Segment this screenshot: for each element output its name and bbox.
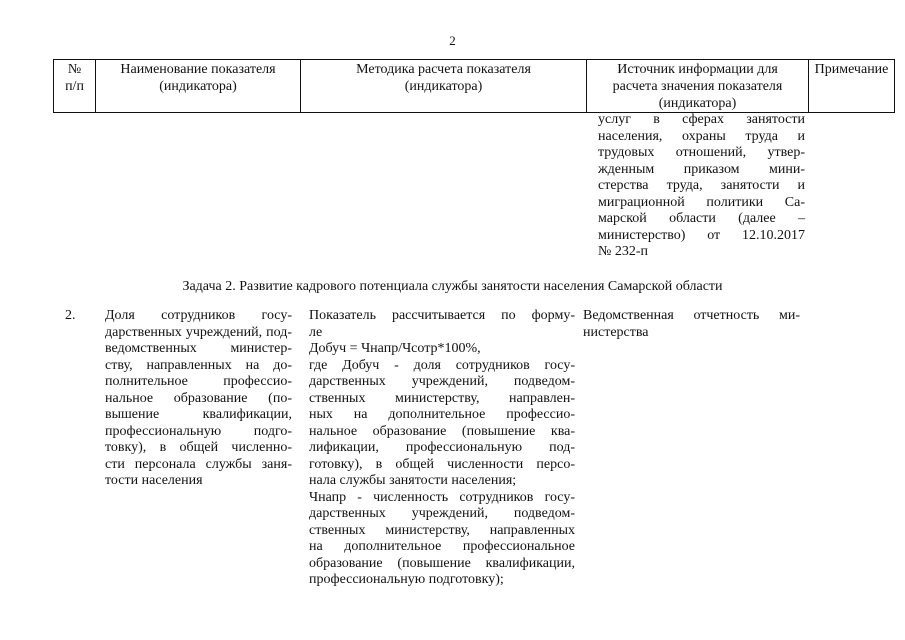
page-number: 2 [449,33,456,48]
header-num-text: № п/п [65,62,84,94]
text-line: дарственных учреждений, подведом- [309,506,575,521]
continued-source-text [598,112,805,261]
header-note [809,60,895,113]
text-line: вышение квалификации, [105,407,292,422]
text-line: готовку), в общей численности персо- [309,456,575,472]
text-line: нистерства [583,324,649,340]
text-line: на дополнительное профессиональное [309,539,575,554]
header-source-text: Источник информации для расчета значения показателя (индикатора) [612,62,783,111]
indicator-name [105,308,292,490]
text-line: трудовых отношений, утвер- [598,145,805,160]
text-line: населения, охраны труда и [598,128,805,144]
text-line: министерство) от 12.10.2017 [598,227,805,243]
text-line: ству, направленных на до- [105,357,292,373]
formula: Добуч = Чнапр/Чсотр*100%, [309,341,481,356]
header-num [54,60,96,113]
header-note-text: Примечание [814,62,889,77]
header-name [96,60,301,113]
text-line: нала службы занятости населения; [309,473,517,488]
text-line: ственных министерству, направленных [309,522,575,538]
text-line: полнительное профессио- [105,374,292,389]
header-method-text: Методика расчета показателя (индикатора) [356,62,531,94]
text-line: Доля сотрудников госу- [105,308,292,323]
text-line: где Добуч - доля сотрудников госу- [309,357,575,373]
information-source [583,308,800,341]
text-line: сти персонала службы заня- [105,456,292,472]
calculation-method [309,308,575,589]
header-method [301,60,587,113]
text-line: образование (повышение квалификации, [309,555,575,571]
text-line: товку), в общей численно- [105,440,292,455]
row-number: 2. [65,308,76,323]
text-line: жденным приказом мини- [598,161,805,177]
text-line: нальное образование (повышение ква- [309,423,575,439]
text-line: дарственных учреждений, под- [105,324,292,340]
header-source [587,60,809,113]
text-line: профессиональную подготовку); [309,572,504,587]
text-line: марской области (далее – [598,211,805,226]
text-line: Показатель рассчитывается по форму- [309,308,575,323]
text-line: ле [309,324,323,340]
text-line: профессиональную подго- [105,423,292,439]
text-line: нальное образование (по- [105,390,292,406]
text-line: Чнапр - численность сотрудников госу- [309,489,575,505]
text-line: стерства труда, занятости и [598,178,805,193]
text-line: лификации, профессиональную под- [309,440,575,455]
task-title: Задача 2. Развитие кадрового потенциала службы занятости населения Самарской области [182,279,723,294]
table-header [53,59,895,113]
text-line: дарственных учреждений, подведом- [309,374,575,389]
header-name-text: Наименование показателя (индикатора) [120,62,276,94]
text-line: № 232-п [598,244,649,259]
text-line: ственных министерству, направлен- [309,390,575,406]
text-line: ведомственных министер- [105,341,292,356]
text-line: Ведомственная отчетность ми- [583,308,800,323]
text-line: тости населения [105,473,203,488]
text-line: ных на дополнительное профессио- [309,407,575,422]
text-line: миграционной политики Са- [598,194,805,210]
text-line: услуг в сферах занятости [598,112,805,127]
